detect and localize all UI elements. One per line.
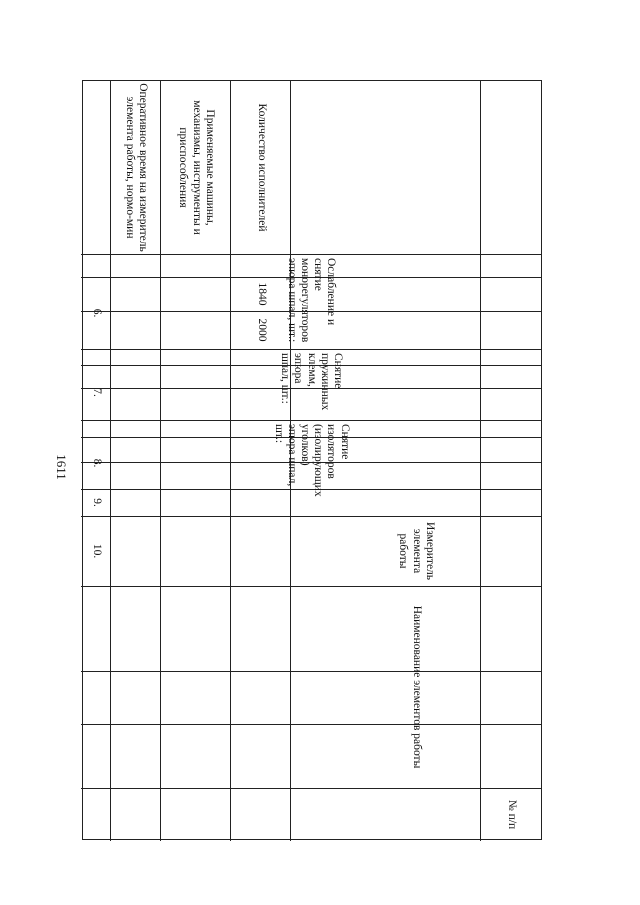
section-title: Снятие изоляторов (изолирующих уголков) эпюра шпал, шт.: bbox=[272, 424, 351, 497]
header-number: № п/п bbox=[505, 799, 518, 830]
header-workers: Количество исполнителей bbox=[255, 103, 268, 232]
header-unit: Измеритель элемента работы bbox=[397, 521, 436, 581]
header-work-name: Наименование элементов работы bbox=[410, 605, 423, 769]
row-number: 6. bbox=[90, 308, 103, 318]
row-number: 7. bbox=[90, 388, 103, 397]
norms-table bbox=[82, 80, 542, 840]
row-name: 1840 bbox=[255, 282, 268, 306]
row-number: 8. bbox=[90, 458, 103, 468]
row-number: 10. bbox=[90, 543, 103, 559]
page-number: 1611 bbox=[54, 454, 69, 480]
header-tools: Применяемые машины, механизмы, инструменты и приспособления bbox=[177, 100, 216, 235]
section-title: Ослабление и снятие монорегуляторов эпюра шпал, шт.: bbox=[285, 258, 338, 343]
row-name: 2000 bbox=[255, 318, 268, 342]
rotated-table-wrapper bbox=[82, 80, 542, 840]
header-op-time: Оперативное время на измеритель элемента работы, нормо-мин bbox=[124, 83, 150, 252]
section-title: Снятие пружинных клемм, эпюра шпал, шт.: bbox=[279, 353, 345, 411]
row-number: 9. bbox=[90, 498, 103, 507]
